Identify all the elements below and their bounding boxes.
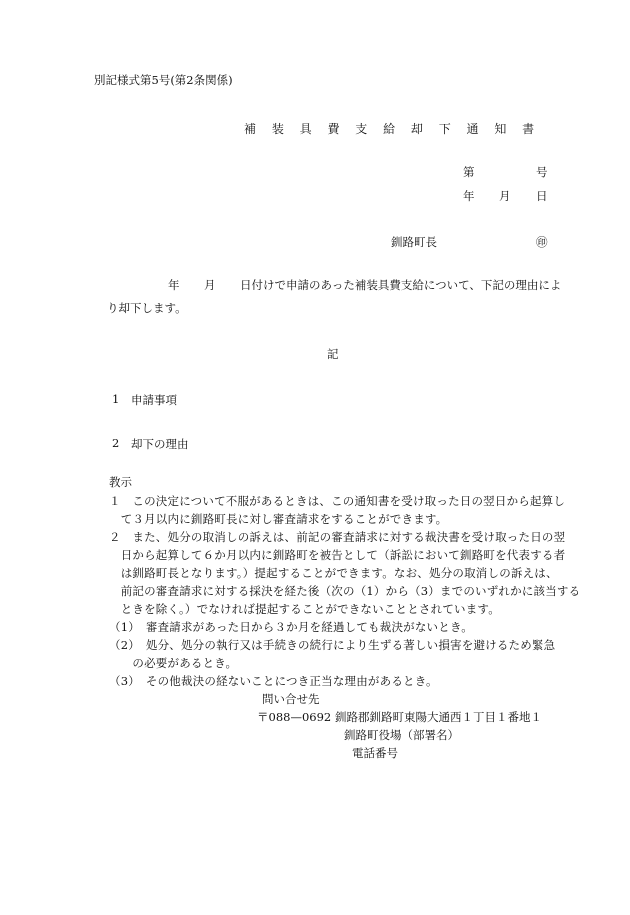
body-line-1: 日付けで申請のあった補装具費支給について、下記の理由によ bbox=[240, 278, 562, 292]
instruction-line: て３月以内に釧路町長に対し審査請求をすることができます。 bbox=[109, 512, 448, 526]
doc-number-go: 号 bbox=[536, 165, 548, 179]
instruction-line: 日から起算して６か月以内に釧路町を被告として（訴訟において釧路町を代表する者 bbox=[109, 548, 566, 562]
contact-phone: 電話番号 bbox=[352, 746, 398, 760]
instruction-line: ときを除く。）でなければ提起することができないこととされています。 bbox=[109, 602, 500, 616]
body-month: 月 bbox=[204, 278, 216, 292]
instruction-line: の必要があるとき。 bbox=[109, 656, 238, 670]
body-line-2: り却下します。 bbox=[107, 301, 187, 315]
instruction-line: 前記の審査請求に対する採決を経た後（次の（1）から（3）までのいずれかに該当する bbox=[109, 584, 581, 598]
date-year: 年 bbox=[463, 189, 475, 203]
instruction-line: （3） その他裁決の経ないことにつき正当な理由があるとき。 bbox=[109, 674, 438, 688]
item-number: 1 bbox=[112, 392, 120, 406]
body-year: 年 bbox=[168, 278, 180, 292]
issuer-name: 釧路町長 bbox=[391, 235, 437, 249]
ki-heading: 記 bbox=[327, 347, 339, 361]
form-reference: 別記様式第5号(第2条関係) bbox=[94, 73, 233, 87]
doc-number-dai: 第 bbox=[463, 165, 475, 179]
contact-address: 釧路郡釧路町東陽大通西１丁目１番地１ bbox=[335, 710, 542, 724]
seal-mark: ㊞ bbox=[536, 235, 548, 249]
contact-heading: 問い合せ先 bbox=[262, 692, 320, 706]
item-label: 却下の理由 bbox=[131, 437, 189, 451]
instruction-line: ２ また、処分の取消しの訴えは、前記の審査請求に対する裁決書を受け取った日の翌 bbox=[109, 530, 566, 544]
instruction-line: は釧路町長となります。）提起することができます。なお、処分の取消しの訴えは、 bbox=[109, 566, 558, 580]
instruction-line: （2） 処分、処分の執行又は手続きの続行により生ずる著しい損害を避けるため緊急 bbox=[109, 638, 556, 652]
postal-code: 〒088—0692 bbox=[257, 710, 332, 724]
document-title: 補 装 具 費 支 給 却 下 通 知 書 bbox=[244, 122, 541, 136]
instruction-line: １ この決定について不服があるときは、この通知書を受け取った日の翌日から起算し bbox=[109, 494, 566, 508]
instruction-line: （1） 審査請求があった日から３か月を経過しても裁決がないとき。 bbox=[109, 620, 473, 634]
item-number: 2 bbox=[112, 436, 120, 450]
date-month: 月 bbox=[499, 189, 511, 203]
instruction-heading: 教示 bbox=[109, 475, 132, 489]
contact-office: 釧路町役場（部署名） bbox=[344, 728, 459, 742]
item-label: 申請事項 bbox=[131, 393, 177, 407]
date-day: 日 bbox=[536, 189, 548, 203]
